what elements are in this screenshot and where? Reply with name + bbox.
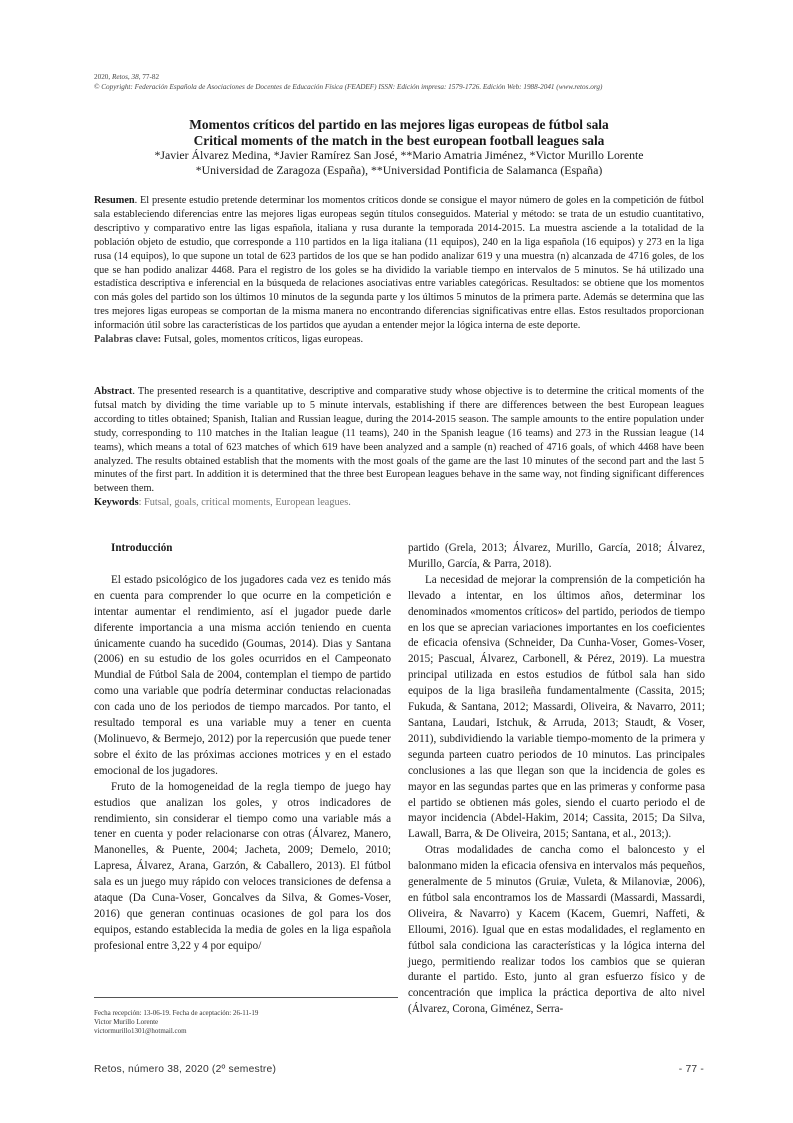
section-heading-introduccion: Introducción xyxy=(111,542,173,554)
paragraph: partido (Grela, 2013; Álvarez, Murillo, García, 2018; Álvarez, Murillo, García, & Parra, 2018). xyxy=(408,542,705,570)
abstract-text: Abstract. The presented research is a quantitative, descriptive and comparative study whose objective is to determine the critical moments of the futsal match by dividing the time variable up to 5 minute intervals, establishing if there are differences between the best European leagues according to titles obtained; Spanish, Italian and Russian league, during the 2014-2015 season. The sample amounts to the entire population under study, corresponding to 110 matches in the Italian league (11 teams), 240 in the Spanish league (16 teams) and 273 in the Russian league (14 teams), which means a total of 623 matches of which 619 have been analyzed and a sample (n) reached of 4716 goals, of which 4468 have been analyzed. The results obtained establish that the moments with the most goals of the game are the last 10 minutes of the second part and the last 5 minutes of the first part. In addition it is determined that the three best European leagues behave in the same way, not finding significant differences between them. xyxy=(94,386,704,495)
resumen-text: Resumen. El presente estudio pretende determinar los momentos críticos donde se consigue el mayor número de goles en la competición de fútbol sala estableciendo diferencias entre las mejores ligas europeas según títulos conseguidos. Material y método: se trata de un estudio cuantitativo, descriptivo y comparativo entre las ligas española, italiana y rusa durante la temporada 2014-2015. La muestra asciende a la totalidad de la población objeto de estudio, que corresponde a 110 partidos en la liga italiana (11 equipos), 240 en la liga española (16 equipos) y 273 en la liga rusa (14 equipos), lo que supone un total de 623 partidos de los que se han podido analizar 619 y una muestra (n) alcanzada de 4716 goles, de los que se han podido analizar 4468. Para el registro de los goles se ha dividido la variable tiempo en intervalos de 5 minutos. Se há utilizado una estadística descriptiva e inferencial en la búsqueda de relaciones asociativas entre variables categóricas. Resultados: se obtiene que los momentos con más goles del partido son los últimos 10 minutos de la segunda parte y los últimos 5 minutos de la primera parte. Además se determina que las tres mejores ligas europeas se comportan de la misma manera no encontrando diferencias significativas entre ellas. Estos resultados proporcionan información útil sobre las características de los partidos que ayudan a entender mejor la lógica interna de este deporte. xyxy=(94,195,704,332)
paragraph: El estado psicológico de los jugadores cada vez es tenido más en cuenta para comprender lo que ocurre en la competición e intentar aumentar el rendimiento, así el jugador puede darle diferente importancia a una misma acción teniendo en cuenta únicamente cuando ha sucedido (Goumas, 2014). Dias y Santana (2006) en su estudio de los goles ocurridos en el Campeonato Mundial de Fútbol Sala de 2004, contemplan el tiempo de partido como una variable que podría determinar conductas relacionadas con cada uno de los periodos de tiempo marcados. Por tanto, el resultado temporal es una variable muy a tener en cuenta (Molinuevo, & Bermejo, 2012) por la repercusión que puede tener sobre el éxito de las próximas acciones motrices y en el estado emocional de los jugadores. xyxy=(94,573,391,777)
header-citation: 2020, Retos, 38, 77-82 xyxy=(94,73,160,81)
header-copyright: © Copyright: Federación Española de Asociaciones de Docentes de Educación Física (FEADEF) ISSN: Edición impresa: 1579-1726. Edición Web: 1988-2041 (www.retos.org) xyxy=(94,82,603,91)
title-english: Critical moments of the match in the best european football leagues sala xyxy=(193,132,605,148)
footnote xyxy=(94,1009,404,1035)
title-spanish: Momentos críticos del partido en las mejores ligas europeas de fútbol sala xyxy=(189,117,609,132)
abstract-label: Abstract xyxy=(94,386,133,397)
footnote-dates: Fecha recepción: 13-06-19. Fecha de aceptación: 26-11-19 xyxy=(94,1009,259,1017)
title-block xyxy=(94,117,704,177)
resumen-label: Resumen xyxy=(94,195,135,206)
authors: *Javier Álvarez Medina, *Javier Ramírez San José, **Mario Amatria Jiménez, *Victor Murillo Lorente xyxy=(154,148,644,162)
journal-name: Retos, 38, xyxy=(111,73,141,81)
journal-header xyxy=(94,73,704,92)
resumen-block xyxy=(94,194,704,347)
page-number: - 77 - xyxy=(678,1064,704,1075)
page-footer xyxy=(94,1064,704,1075)
footnote-email: victormurillo1301@hotmail.com xyxy=(94,1026,187,1035)
paragraph: Otras modalidades de cancha como el baloncesto y el balonmano miden la eficacia ofensiva en intervalos más pequeños, generalmente de 5 minutos (Gruiæ, Vuleta, & Milanoviæ, 2006), en fútbol sala encontramos los de Massardi (Massardi, Massardi, Oliveira, & Navarro) y Kacem (Kacem, Guemri, Naffeti, & Elloumi, 2016). Igual que en estas modalidades, el reglamento en fútbol sala condiciona las características y la lógica interna del juego, permitiendo realizar todos los cambios que se quieran durante el partido. Esto, junto al gran esfuerzo físico y de concentración que implica la práctica deportiva de alto nivel (Álvarez, Corona, Giménez, Serra- xyxy=(408,844,705,1016)
abstract-block xyxy=(94,385,704,510)
affiliations: *Universidad de Zaragoza (España), **Universidad Pontificia de Salamanca (España) xyxy=(195,162,603,177)
keywords: Keywords: Futsal, goals, critical moments, European leagues. xyxy=(94,497,351,509)
footer-journal-issue: Retos, número 38, 2020 (2º semestre) xyxy=(94,1064,277,1075)
paragraph: Fruto de la homogeneidad de la regla tiempo de juego hay estudios que analizan los goles, y otros indicadores de rendimiento, sin considerar el tiempo como una variable más a tener en cuenta y poder relacionarse con otras (Álvarez, Manero, Manonelles, & Puente, 2004; Jacheta, 2009; Demelo, 2010; Lapresa, Álvarez, Arana, Garzón, & Caballero, 2013). El fútbol sala es un juego muy rápido con veloces transiciones de defensa a ataque (Da Cuna-Voser, Goncalves da Silva, & Gomes-Voser, 2016) que generan continuas ocasiones de gol para los dos equipos, estando establecida la media de goles en la liga española profesional entre 3,22 y 4 por equipo/ xyxy=(94,780,391,952)
paragraph: La necesidad de mejorar la comprensión de la competición ha llevado a intentar, en los últimos años, determinar los denominados «momentos críticos» del partido, periodos de tiempo en los que se aprecian variaciones importantes en los coeficientes de eficacia ofensiva (Schneider, Da Cunha-Voser, Gomes-Voser, 2015; Pascual, Álvarez, Carbonell, & Pérez, 2019). La muestra principal utilizada en estos estudios de fútbol sala han sido equipos de la liga brasileña fundamentalmente (Cassita, 2015; Fukuda, & Santana, 2012; Massardi, Oliveira, & Navarro, 2011; Santana, Laudari, Istchuk, & Arruda, 2013; Staudt, & Voser, 2011), subdividiendo la variable tiempo-momento de la primera y segunda parteen cuatro periodos de 10 minutos. Las principales conclusiones a las que llegan son que la incidencia de goles es mayor en las segundas partes que en las primeras y conforme pasa el partido se obtienen más goles, siendo el cuarto periodo el de mayor incidencia (Abdel-Hakim, 2014; Cassita, 2015; Da Silva, Lawall, Barra, & De Oliveira, 2015; Santana, et al., 2013;). xyxy=(408,573,705,841)
palabras-clave: Palabras clave: Futsal, goles, momentos críticos, ligas europeas. xyxy=(94,334,364,346)
footnote-author: Victor Murillo Lorente xyxy=(94,1017,159,1026)
footnote-divider xyxy=(94,997,398,998)
left-column xyxy=(94,541,391,955)
right-column xyxy=(408,541,705,1018)
